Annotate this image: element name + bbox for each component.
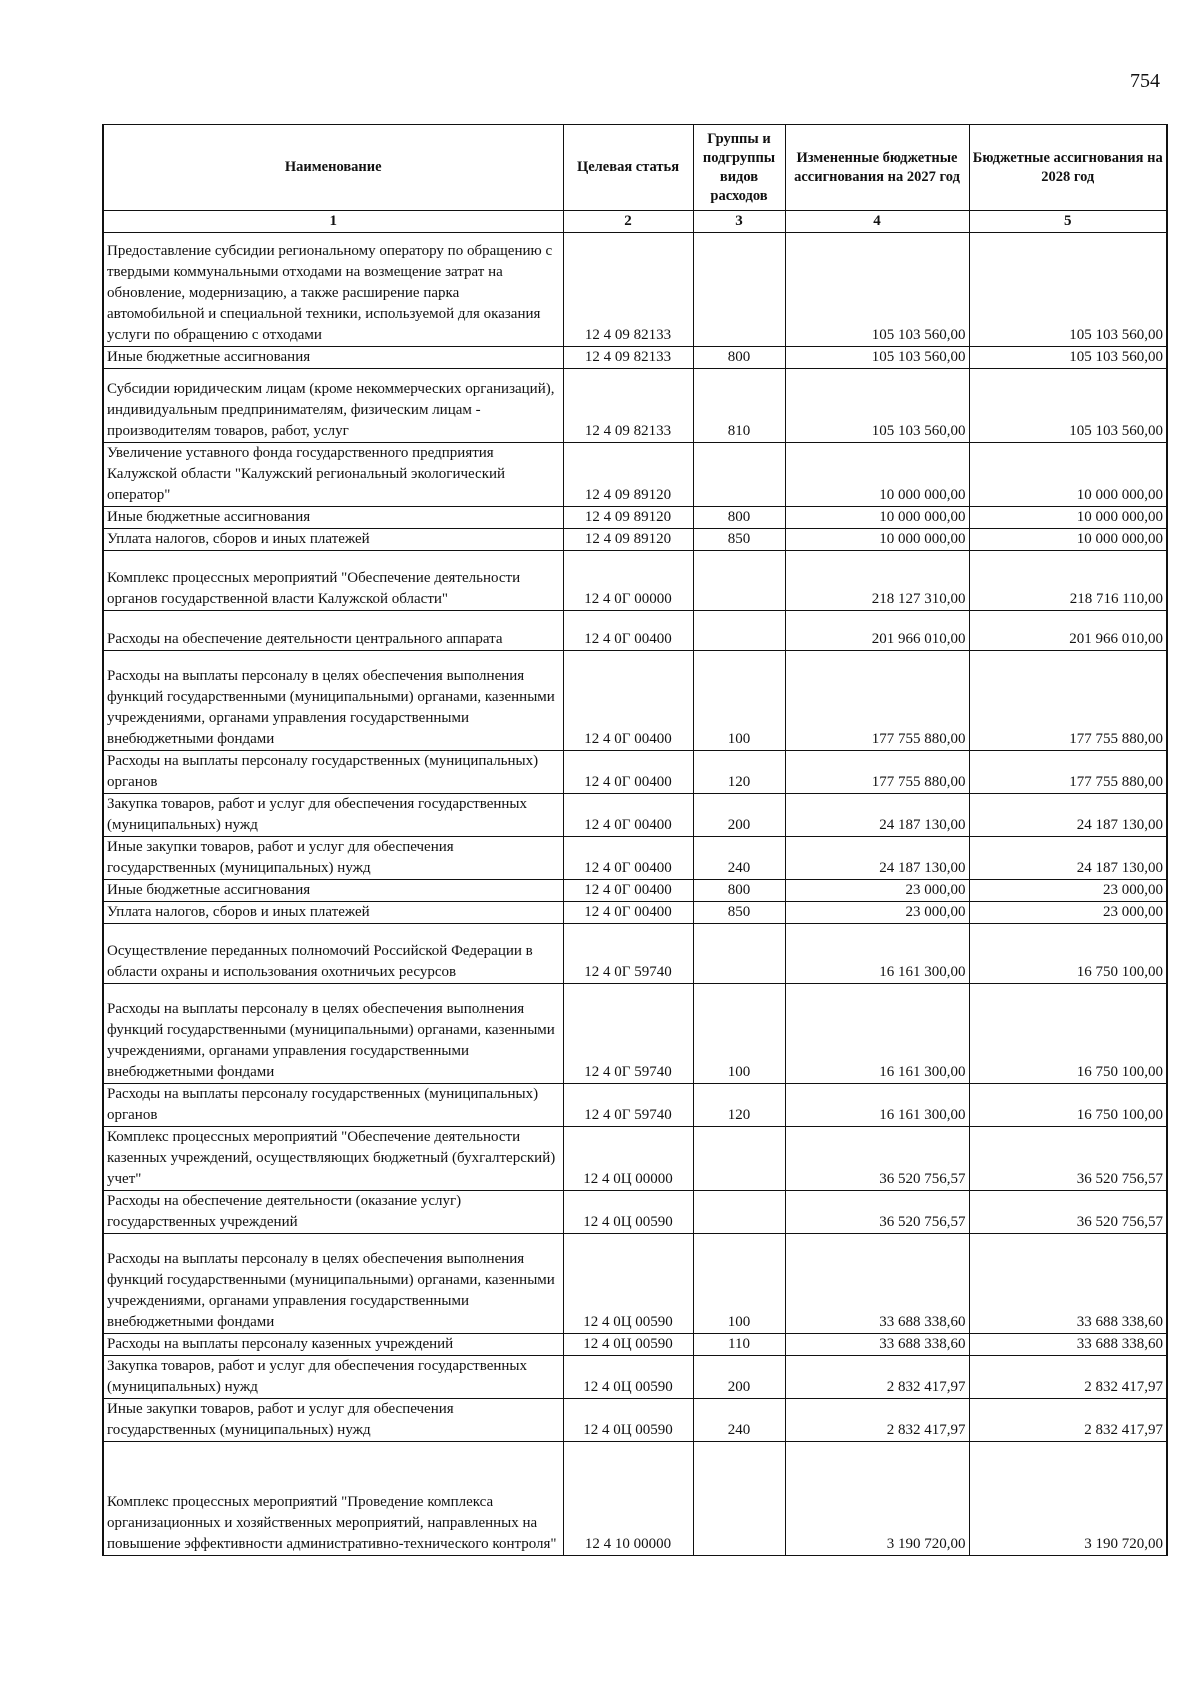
row-target-code: 12 4 0Г 59740 (563, 984, 693, 1084)
row-name: Иные закупки товаров, работ и услуг для обеспечения государственных (муниципальных) нужд (103, 837, 563, 880)
row-amount-2028: 2 832 417,97 (969, 1399, 1167, 1442)
row-target-code: 12 4 0Г 00000 (563, 551, 693, 611)
row-group-code (693, 1191, 785, 1234)
row-target-code: 12 4 0Ц 00590 (563, 1234, 693, 1334)
row-group-code: 800 (693, 347, 785, 369)
row-amount-2027: 177 755 880,00 (785, 651, 969, 751)
header-target: Целевая статья (563, 125, 693, 211)
row-amount-2027: 2 832 417,97 (785, 1399, 969, 1442)
table-row (103, 1442, 1167, 1556)
row-group-code: 240 (693, 837, 785, 880)
row-name: Уплата налогов, сборов и иных платежей (103, 529, 563, 551)
row-amount-2028: 105 103 560,00 (969, 369, 1167, 443)
row-amount-2028: 177 755 880,00 (969, 651, 1167, 751)
row-target-code: 12 4 0Ц 00590 (563, 1356, 693, 1399)
table-row (103, 507, 1167, 529)
table-header-row (103, 125, 1167, 211)
row-target-code: 12 4 09 82133 (563, 347, 693, 369)
column-number: 2 (563, 211, 693, 233)
table-row (103, 902, 1167, 924)
row-name: Расходы на выплаты персоналу казенных учреждений (103, 1334, 563, 1356)
row-amount-2027: 201 966 010,00 (785, 611, 969, 651)
row-target-code: 12 4 0Г 59740 (563, 924, 693, 984)
row-group-code: 850 (693, 902, 785, 924)
table-row (103, 1356, 1167, 1399)
row-amount-2027: 105 103 560,00 (785, 233, 969, 347)
row-group-code: 240 (693, 1399, 785, 1442)
table-row (103, 1127, 1167, 1191)
row-group-code (693, 1127, 785, 1191)
row-group-code: 100 (693, 1234, 785, 1334)
column-number-row (103, 211, 1167, 233)
row-amount-2027: 218 127 310,00 (785, 551, 969, 611)
row-name: Иные бюджетные ассигнования (103, 880, 563, 902)
row-name: Иные закупки товаров, работ и услуг для обеспечения государственных (муниципальных) нужд (103, 1399, 563, 1442)
row-target-code: 12 4 0Ц 00590 (563, 1399, 693, 1442)
row-amount-2028: 105 103 560,00 (969, 233, 1167, 347)
table-row (103, 443, 1167, 507)
header-2027: Измененные бюджетные ассигнования на 2027 год (785, 125, 969, 211)
table-row (103, 984, 1167, 1084)
row-amount-2027: 24 187 130,00 (785, 794, 969, 837)
row-amount-2028: 2 832 417,97 (969, 1356, 1167, 1399)
row-amount-2027: 3 190 720,00 (785, 1442, 969, 1556)
row-target-code: 12 4 10 00000 (563, 1442, 693, 1556)
row-name: Уплата налогов, сборов и иных платежей (103, 902, 563, 924)
row-name: Расходы на обеспечение деятельности (оказание услуг) государственных учреждений (103, 1191, 563, 1234)
row-amount-2027: 24 187 130,00 (785, 837, 969, 880)
row-name: Комплекс процессных мероприятий "Обеспечение деятельности органов государственной власти Калужской области" (103, 551, 563, 611)
table-row (103, 751, 1167, 794)
row-group-code: 100 (693, 984, 785, 1084)
table-row (103, 529, 1167, 551)
table-row (103, 880, 1167, 902)
row-amount-2027: 10 000 000,00 (785, 443, 969, 507)
row-amount-2027: 10 000 000,00 (785, 529, 969, 551)
row-name: Субсидии юридическим лицам (кроме некоммерческих организаций), индивидуальным предпринимателям, физическим лицам - производителям товаров, работ, услуг (103, 369, 563, 443)
table-row (103, 369, 1167, 443)
row-target-code: 12 4 0Г 00400 (563, 837, 693, 880)
row-name: Увеличение уставного фонда государственного предприятия Калужской области "Калужский региональный экологический оператор" (103, 443, 563, 507)
row-target-code: 12 4 0Г 00400 (563, 880, 693, 902)
row-name: Осуществление переданных полномочий Российской Федерации в области охраны и использования охотничьих ресурсов (103, 924, 563, 984)
row-amount-2028: 33 688 338,60 (969, 1334, 1167, 1356)
row-name: Расходы на выплаты персоналу в целях обеспечения выполнения функций государственными (муниципальными) органами, казенными учреждениями, органами управления государственными внебюджетными фондами (103, 1234, 563, 1334)
row-target-code: 12 4 0Ц 00590 (563, 1334, 693, 1356)
row-amount-2027: 16 161 300,00 (785, 1084, 969, 1127)
row-name: Расходы на выплаты персоналу в целях обеспечения выполнения функций государственными (муниципальными) органами, казенными учреждениями, органами управления государственными внебюджетными фондами (103, 984, 563, 1084)
row-group-code: 200 (693, 1356, 785, 1399)
row-target-code: 12 4 0Г 00400 (563, 651, 693, 751)
row-name: Закупка товаров, работ и услуг для обеспечения государственных (муниципальных) нужд (103, 794, 563, 837)
row-amount-2028: 24 187 130,00 (969, 837, 1167, 880)
row-group-code: 200 (693, 794, 785, 837)
table-row (103, 551, 1167, 611)
table-row (103, 347, 1167, 369)
row-name: Иные бюджетные ассигнования (103, 347, 563, 369)
row-amount-2028: 177 755 880,00 (969, 751, 1167, 794)
table-row (103, 1334, 1167, 1356)
row-amount-2028: 33 688 338,60 (969, 1234, 1167, 1334)
table-row (103, 1234, 1167, 1334)
row-name: Расходы на обеспечение деятельности центрального аппарата (103, 611, 563, 651)
row-target-code: 12 4 0Г 00400 (563, 794, 693, 837)
row-amount-2028: 23 000,00 (969, 902, 1167, 924)
row-target-code: 12 4 09 89120 (563, 443, 693, 507)
row-amount-2027: 36 520 756,57 (785, 1191, 969, 1234)
row-target-code: 12 4 0Г 00400 (563, 751, 693, 794)
table-row (103, 1191, 1167, 1234)
row-target-code: 12 4 0Ц 00590 (563, 1191, 693, 1234)
table-row (103, 233, 1167, 347)
row-amount-2027: 16 161 300,00 (785, 984, 969, 1084)
row-amount-2027: 10 000 000,00 (785, 507, 969, 529)
row-amount-2028: 36 520 756,57 (969, 1127, 1167, 1191)
row-group-code (693, 611, 785, 651)
row-amount-2028: 10 000 000,00 (969, 507, 1167, 529)
row-target-code: 12 4 09 82133 (563, 233, 693, 347)
row-amount-2027: 33 688 338,60 (785, 1234, 969, 1334)
row-group-code (693, 233, 785, 347)
row-target-code: 12 4 0Ц 00000 (563, 1127, 693, 1191)
row-name: Предоставление субсидии региональному оператору по обращению с твердыми коммунальными отходами на возмещение затрат на обновление, модернизацию, а также расширение парка автомобильной и специальной техники, используемой для оказания услуги по обращению с отходами (103, 233, 563, 347)
row-name: Комплекс процессных мероприятий "Обеспечение деятельности казенных учреждений, осуществляющих бюджетный (бухгалтерский) учет" (103, 1127, 563, 1191)
table-row (103, 1399, 1167, 1442)
row-group-code (693, 551, 785, 611)
column-number: 5 (969, 211, 1167, 233)
table-row (103, 651, 1167, 751)
row-amount-2027: 23 000,00 (785, 902, 969, 924)
row-target-code: 12 4 09 89120 (563, 507, 693, 529)
row-amount-2027: 2 832 417,97 (785, 1356, 969, 1399)
column-number: 1 (103, 211, 563, 233)
row-group-code: 120 (693, 751, 785, 794)
column-number: 4 (785, 211, 969, 233)
row-group-code (693, 1442, 785, 1556)
row-name: Расходы на выплаты персоналу в целях обеспечения выполнения функций государственными (муниципальными) органами, казенными учреждениями, органами управления государственными внебюджетными фондами (103, 651, 563, 751)
row-name: Иные бюджетные ассигнования (103, 507, 563, 529)
row-amount-2028: 36 520 756,57 (969, 1191, 1167, 1234)
row-amount-2027: 23 000,00 (785, 880, 969, 902)
row-group-code (693, 924, 785, 984)
page-number: 754 (1130, 70, 1160, 92)
table-row (103, 924, 1167, 984)
row-target-code: 12 4 0Г 59740 (563, 1084, 693, 1127)
row-name: Расходы на выплаты персоналу государственных (муниципальных) органов (103, 1084, 563, 1127)
row-amount-2027: 16 161 300,00 (785, 924, 969, 984)
table-row (103, 611, 1167, 651)
row-group-code: 800 (693, 880, 785, 902)
row-amount-2027: 105 103 560,00 (785, 347, 969, 369)
row-amount-2027: 36 520 756,57 (785, 1127, 969, 1191)
header-2028: Бюджетные ассигнования на 2028 год (969, 125, 1167, 211)
row-group-code: 810 (693, 369, 785, 443)
row-amount-2028: 16 750 100,00 (969, 924, 1167, 984)
header-groups: Группы и подгруппы видов расходов (693, 125, 785, 211)
row-amount-2027: 177 755 880,00 (785, 751, 969, 794)
row-target-code: 12 4 09 82133 (563, 369, 693, 443)
row-group-code: 120 (693, 1084, 785, 1127)
row-name: Комплекс процессных мероприятий "Проведение комплекса организационных и хозяйственных мероприятий, направленных на повышение эффективности административно-технического контроля" (103, 1442, 563, 1556)
row-group-code (693, 443, 785, 507)
row-amount-2027: 33 688 338,60 (785, 1334, 969, 1356)
row-amount-2028: 201 966 010,00 (969, 611, 1167, 651)
row-name: Расходы на выплаты персоналу государственных (муниципальных) органов (103, 751, 563, 794)
row-target-code: 12 4 09 89120 (563, 529, 693, 551)
column-number: 3 (693, 211, 785, 233)
table-row (103, 794, 1167, 837)
table-row (103, 1084, 1167, 1127)
row-amount-2028: 105 103 560,00 (969, 347, 1167, 369)
row-name: Закупка товаров, работ и услуг для обеспечения государственных (муниципальных) нужд (103, 1356, 563, 1399)
table-body (103, 233, 1167, 1556)
row-amount-2028: 16 750 100,00 (969, 1084, 1167, 1127)
row-group-code: 100 (693, 651, 785, 751)
budget-table (102, 124, 1168, 1556)
row-amount-2027: 105 103 560,00 (785, 369, 969, 443)
row-amount-2028: 10 000 000,00 (969, 443, 1167, 507)
row-amount-2028: 3 190 720,00 (969, 1442, 1167, 1556)
row-group-code: 110 (693, 1334, 785, 1356)
row-amount-2028: 23 000,00 (969, 880, 1167, 902)
row-amount-2028: 218 716 110,00 (969, 551, 1167, 611)
row-amount-2028: 10 000 000,00 (969, 529, 1167, 551)
header-name: Наименование (103, 125, 563, 211)
table-row (103, 837, 1167, 880)
row-amount-2028: 16 750 100,00 (969, 984, 1167, 1084)
row-group-code: 850 (693, 529, 785, 551)
row-target-code: 12 4 0Г 00400 (563, 611, 693, 651)
row-target-code: 12 4 0Г 00400 (563, 902, 693, 924)
row-group-code: 800 (693, 507, 785, 529)
row-amount-2028: 24 187 130,00 (969, 794, 1167, 837)
